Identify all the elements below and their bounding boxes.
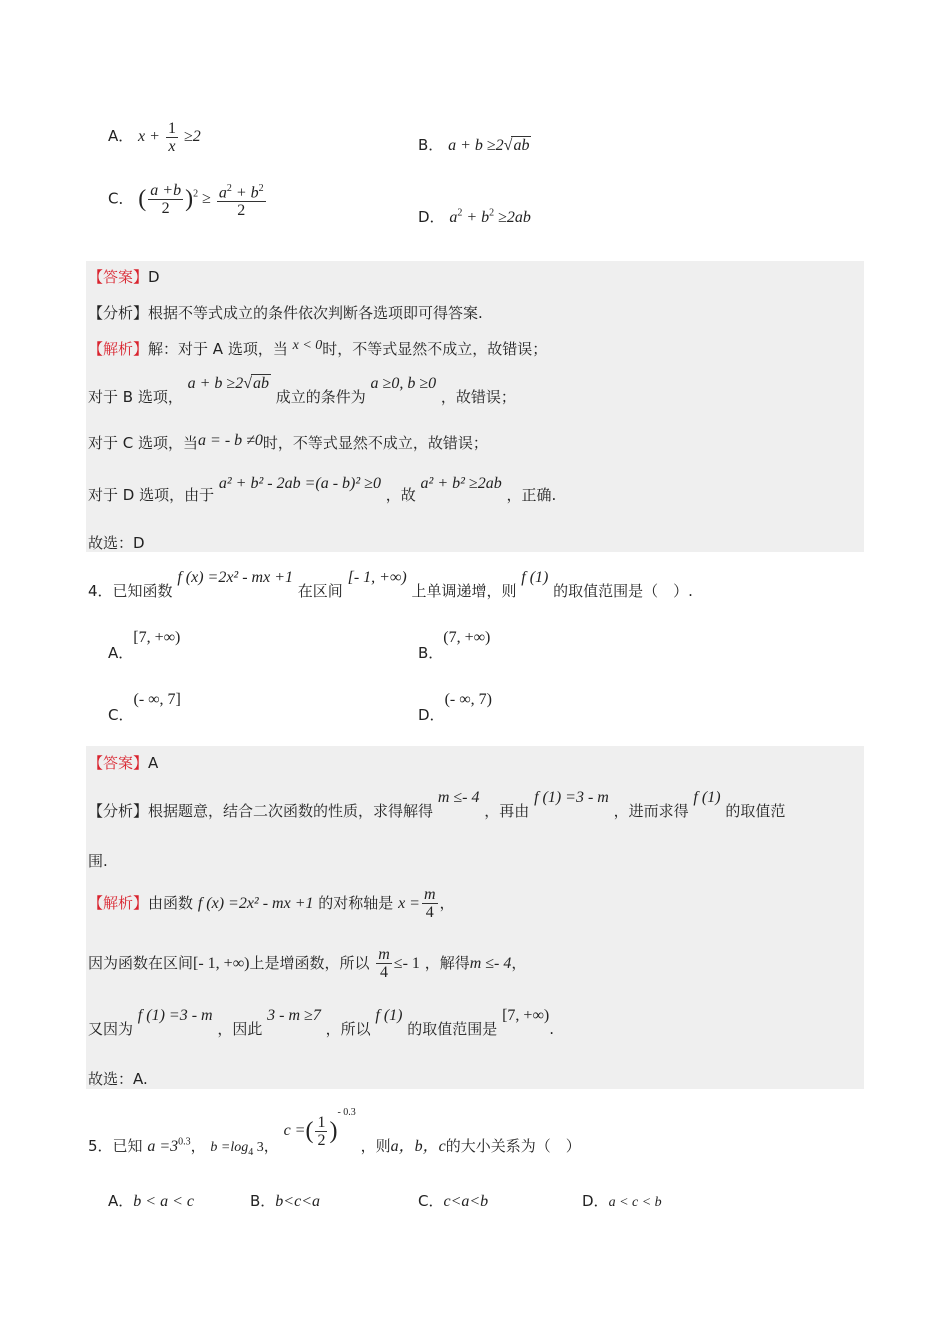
- q5-option-c: C．c<a<b: [418, 1192, 489, 1210]
- sol3-answer: 【答案】D: [88, 268, 160, 286]
- sol3-line2: 对于 B 选项， a + b ≥2√ab 成立的条件为 a ≥0, b ≥0 ，故错误；: [88, 375, 516, 406]
- q4-stem: 4．已知函数 f (x) =2x² - mx +1 在区间 [- 1, +∞) 上单调递增，则 f (1) 的取值范围是（ ）.: [88, 569, 693, 600]
- option-b-math: a + b ≥2√ab: [448, 137, 530, 154]
- option-d-math: $a^2 + b^2 \ge 2ab$: [449, 207, 531, 226]
- q4-option-c: C．(- ∞, 7]: [108, 691, 181, 724]
- q5-option-b: B．b<c<a: [250, 1192, 320, 1210]
- sol4-line1: 【解析】由函数 f (x) =2x² - mx +1 的对称轴是 x = $\frac{m}{4}$ ，: [88, 886, 455, 921]
- q3-option-a: [108, 120, 201, 155]
- sol3-line3: 对于 C 选项，当a = - b ≠0时，不等式显然不成立，故错误；: [88, 432, 488, 452]
- option-label: C．: [108, 189, 134, 208]
- sol4-line3: 又因为 f (1) =3 - m ，因此 3 - m ≥7 ，所以 f (1) 的取值范围是 [7, +∞).: [88, 1007, 554, 1038]
- q3-option-d: [418, 206, 531, 227]
- sol4-analysis-cont: 围.: [88, 852, 108, 870]
- option-a-math: x + $\frac{1}{x}$ ≥2: [138, 120, 201, 155]
- sol3-line4: 对于 D 选项，由于 a² + b² - 2ab =(a - b)² ≥0 ，故 a² + b² ≥2ab ，正确.: [88, 475, 557, 504]
- q5-option-a: A．b < a < c: [108, 1192, 194, 1210]
- option-label: D．: [418, 208, 445, 226]
- sol3-conclusion: 故选：D: [88, 534, 145, 552]
- sol4-answer: 【答案】A: [88, 754, 159, 772]
- q4-option-d: D．(- ∞, 7): [418, 691, 492, 724]
- q5-option-d: D．a < c < b: [582, 1192, 662, 1210]
- sol4-line2: 因为函数在区间[- 1, +∞)上是增函数，所以 $\frac{m}{4}$ ≤- 1 ，解得m ≤- 4，: [88, 946, 527, 981]
- q3-option-b: [418, 134, 531, 155]
- option-label: B．: [418, 136, 444, 154]
- option-label: A．: [108, 127, 134, 146]
- q3-option-c: [108, 180, 268, 219]
- q4-option-b: B．(7, +∞): [418, 629, 491, 662]
- option-c-math: ( $\frac{a +b}{2}$ )$^2$ ≥ $\frac{a^2 + b^2}{2}$: [138, 190, 267, 207]
- q4-option-a: A．[7, +∞): [108, 629, 181, 662]
- q5-stem: 5．已知 $a =3^{0.3}$， $b =\log_4$ 3， c =( $\frac{1}{2}$ )$^{- 0.3}$ ，则a，b，c的大小关系为（ ）: [88, 1106, 581, 1158]
- sol4-analysis: 【分析】根据题意，结合二次函数的性质，求得解得 m ≤- 4 ，再由 f (1) =3 - m ，进而求得 f (1) 的取值范: [88, 789, 786, 820]
- sol4-conclusion: 故选：A.: [88, 1070, 148, 1088]
- sol3-analysis: 【分析】根据不等式成立的条件依次判断各选项即可得答案.: [88, 304, 483, 322]
- sol3-line1: 【解析】解：对于 A 选项，当 x < 0时，不等式显然不成立，故错误；: [88, 338, 548, 358]
